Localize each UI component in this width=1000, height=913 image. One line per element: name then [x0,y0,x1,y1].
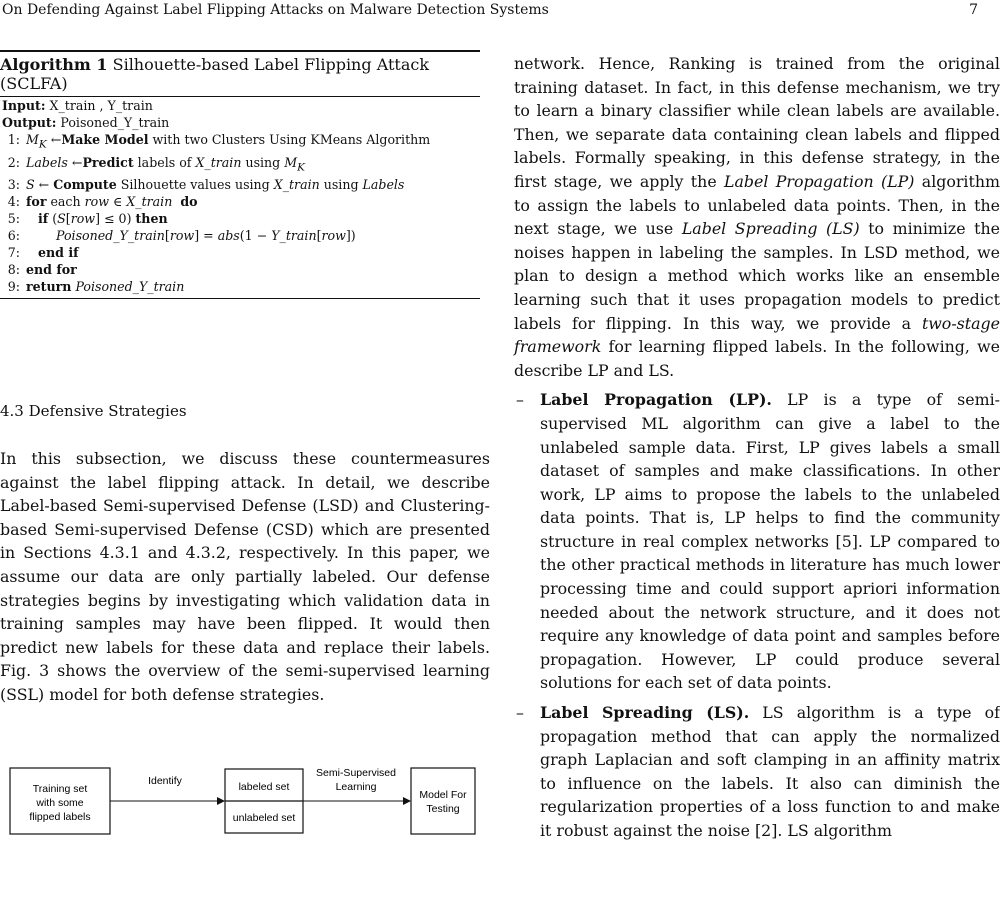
model-box [411,768,475,834]
step-text: $M_K$ ←Make Model with two Clusters Using KMeans Algorithm [26,132,431,151]
definition-text: LS algorithm is a type of propagation method that can apply the normalized graph Laplacian and soft clamping in an affinity matrix to influence on the labels. It also can diminish the regularization properties of a loss function to and make it robust against the noise [2]. LS algorithm [540,703,1000,840]
definition-term: Label Spreading (LS). [540,703,750,723]
step-number: 5: [7,211,20,227]
algorithm-output: Output: Poisoned_Y_train [2,115,170,130]
box3-line1: Model For [419,789,467,801]
left-column [0,50,480,299]
box1-line2: with some [36,797,84,809]
step-text: S ← Compute Silhouette values using X_train using Labels [26,177,405,193]
ssl-label-line2: Learning [335,781,377,793]
step-text: Labels ←Predict labels of X_train using $M_K$ [26,154,305,174]
step-text: return Poisoned_Y_train [26,279,185,295]
step-text: if (S[row] ≤ 0) then [38,211,168,227]
step-number: 1: [7,132,20,147]
algorithm-caption [0,52,480,96]
labeled-set-label: labeled set [238,781,290,793]
step-number: 3: [7,177,20,193]
unlabeled-set-label: unlabeled set [232,812,296,824]
step-number: 2: [7,154,20,170]
algorithm-label: Algorithm 1 [0,55,108,74]
page-number: 7 [969,2,978,18]
definition-item: – Label Propagation (LP). LP is a type of semi-supervised ML algorithm can give a label to the unlabeled sample data. First, LP gives labels a small dataset of samples and make classifications. In other work, LP aims to propose the labels to the unlabeled data points. That is, LP helps to find the community structure in real complex networks [5]. LP compared to the other practical methods in literature has much lower processing time and could support apriori information needed about the network structure, and it does not require any knowledge of data point and samples before propagation. However, LP could produce several solutions for each set of data points. [516,390,1000,693]
right-column [514,52,1000,843]
algorithm-step [0,278,480,295]
algorithm-step [0,244,480,261]
algorithm-step [0,261,480,278]
identify-label: Identify [148,775,182,787]
algorithm-input: Input: X_train , Y_train [2,98,153,113]
running-title: On Defending Against Label Flipping Attacks on Malware Detection Systems [2,2,549,18]
definition-list [514,388,1000,842]
step-number: 4: [7,194,20,210]
algorithm-step [0,193,480,210]
step-number: 8: [7,262,20,278]
ssl-label-line1: Semi-Supervised [316,767,396,779]
algorithm-steps [0,131,480,295]
box3-line2: Testing [426,803,460,815]
algorithm-step [0,131,480,154]
section-paragraph: In this subsection, we discuss these countermeasures against the label flipping attack. In detail, we describe Label-based Semi-supervised Defense (LSD) and Clustering-based Semi-supervised Defense (CSD) which are presented in Sections 4.3.1 and 4.3.2, respectively. In this paper, we assume our data are only partially labeled. Our defense strategies begins by investigating which validation data in training samples may have been flipped. It would then predict new labels for these data and replace their labels. Fig. 3 shows the overview of the semi-supervised learning (SSL) model for both defense strategies. [0,449,490,704]
algorithm-step [0,227,480,244]
step-number: 7: [7,245,20,261]
algorithm-title: Silhouette-based Label Flipping Attack (SCLFA) [0,55,430,93]
algorithm-step [0,176,480,193]
box1-line3: flipped labels [29,811,91,823]
definition-text: LP is a type of semi-supervised ML algorithm can give a label to the unlabeled sample data. First, LP gives labels a small dataset of samples and make classifications. In other work, LP aims to propose the labels to the unlabeled data points. That is, LP helps to find the community structure in real complex networks [5]. LP compared to the other practical methods in literature has much lower processing time and could support apriori information needed about the network structure, and it does not require any knowledge of data point and samples before propagation. However, LP could produce several solutions for each set of data points. [540,390,1000,693]
section-heading: 4.3 Defensive Strategies [0,402,187,420]
step-text: Poisoned_Y_train[row] = abs(1 − Y_train[row]) [56,228,356,244]
step-number: 9: [7,279,20,295]
algorithm-step [0,210,480,227]
ssl-overview-figure [0,760,480,850]
box1-line1: Training set [32,783,88,795]
algorithm-box [0,50,480,299]
page-header [0,0,1000,36]
step-text: for each row ∈ X_train do [26,194,198,210]
step-text: end for [26,262,77,278]
right-paragraph: network. Hence, Ranking is trained from the original training dataset. In fact, in this defense mechanism, we try to learn a binary classifier while clean labels are available. Then, we separate data containing clean labels and flipped labels. Formally speaking, in this defense strategy, in the first stage, we apply the Label Propagation (LP) algorithm to assign the labels to unlabeled data points. Then, in the next stage, we use Label Spreading (LS) to minimize the noises happen in labeling the samples. In LSD method, we plan to design a method which works like an ensemble learning such that it uses propagation models to predict labels for flipping. In this way, we provide a two-stage framework for learning flipped labels. In the following, we describe LP and LS. [514,54,1000,380]
definition-term: Label Propagation (LP). [540,390,772,410]
definition-item: – Label Spreading (LS). LS algorithm is a type of propagation method that can apply the normalized graph Laplacian and soft clamping in an affinity matrix to influence on the labels. It also can diminish the regularization properties of a loss function to and make it robust against the noise [2]. LS algorithm [516,703,1000,840]
algorithm-step [0,154,480,177]
step-number: 6: [7,228,20,244]
step-text: end if [38,245,79,261]
